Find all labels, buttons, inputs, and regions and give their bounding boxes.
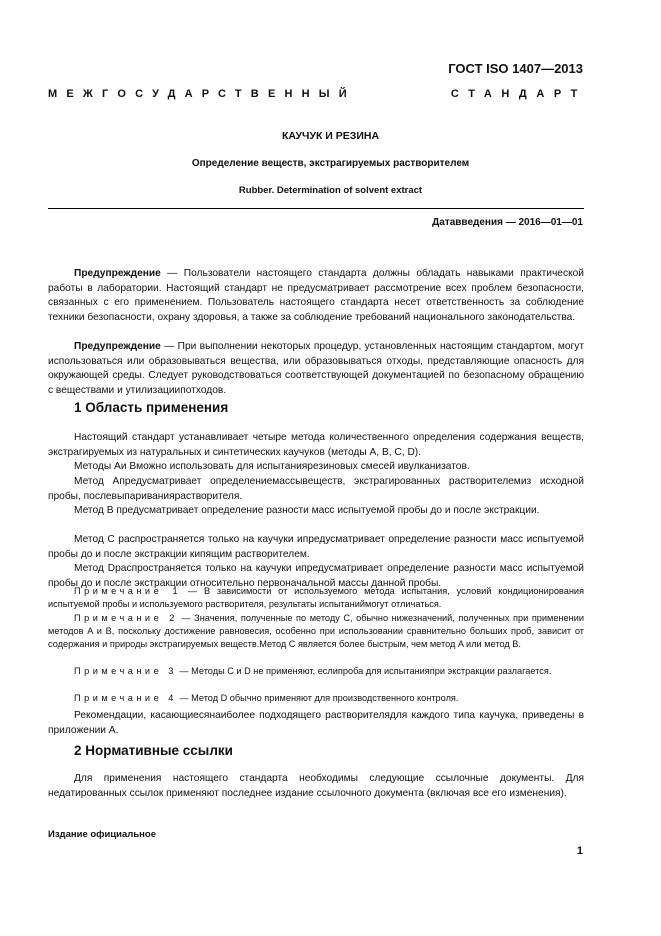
scope-paragraph: Метод Aпредусматривает определениемассывеществ, экстрагированных растворителемиз исходной пробы, послевыпариваниярастворителя. xyxy=(48,476,584,502)
section-1-heading: 1 Область применения xyxy=(74,400,229,415)
document-number: ГОСТ ISO 1407—2013 xyxy=(448,61,583,76)
warning-text: — При выполнении некоторых процедур, установленных настоящим стандартом, могут использоваться или образовываться вещества, или образовываться отходы, представляющие опасность для окружающей среды. Следует руководствоваться соответствующей документацией по безопасному обращению с веществами и утилизациипотходов. xyxy=(48,341,584,396)
note-text: — Метод D обычно применяют для производственного контроля. xyxy=(176,693,459,703)
warning-paragraph-1 xyxy=(48,267,584,325)
scope-paragraph: Метод Dраспространяется только на каучуки ипредусматривает определение разности масс испытуемой пробы до и после экстракции относительно первоначальной массы данной пробы. xyxy=(48,563,584,589)
note-4 xyxy=(48,692,584,705)
note-label: Примечание 3 xyxy=(74,666,177,676)
note-text: — Методы C и D не применяют, еслипроба для испытанияпри экстракции разлагается. xyxy=(176,666,552,676)
note-text: — В зависимости от используемого метода испытания, условий кондиционирования испытуемой пробы и используемого растворителя, результаты испытаниймогут отличаться. xyxy=(48,586,585,610)
document-title: КАУЧУК И РЕЗИНА xyxy=(281,130,380,142)
note-text: — Значения, полученные по методу C, обычно нижезначений, полученных при применении методов A и B, поскольку достижение равновесия, особенно при использовании сравнительно больших проб, зависит от содержания и природы экстрагируемых веществ.Метод C является более быстрым, чем метод A или метод B. xyxy=(48,613,584,650)
note-label: Примечание 1 xyxy=(74,586,182,596)
warning-paragraph-2 xyxy=(48,340,584,398)
effective-date: Датавведения — 2016—01—01 xyxy=(432,217,583,228)
edition-label: Издание официальное xyxy=(48,829,156,840)
scope-paragraph: Метод B предусматривает определение разности масс испытуемой пробы до и после экстракции. xyxy=(74,505,540,516)
warning-label: Предупреждение xyxy=(74,268,161,279)
subtitle-russian: Определение веществ, экстрагируемых растворителем xyxy=(191,158,470,169)
note-1 xyxy=(48,585,584,611)
banner-standard: СТАНДАРТ xyxy=(450,88,587,100)
scope-paragraph: Метод C распространяется только на каучуки ипредусматривает определение разности масс испытуемой пробы до и после экстракции кипящим растворителем. xyxy=(48,534,584,560)
note-label: Примечание 4 xyxy=(74,693,177,703)
note-2 xyxy=(48,612,584,652)
scope-closing-paragraph: Рекомендации, касающиесянаиболее подходящего растворителядля каждого типа каучука, приведены в приложении A. xyxy=(48,710,584,736)
warning-text: — Пользователи настоящего стандарта должны обладать навыками практической работы в лаборатории. Настоящий стандарт не предусматривает рассмотрение всех проблем безопасности, связанных с его применением. Пользователь настоящего стандарта несет ответственность за соблюдение техники безопасности, охрану здоровья, а также за соблюдение требований национального законодательства. xyxy=(48,268,584,323)
scope-paragraph: Настоящий стандарт устанавливает четыре метода количественного определения содержания веществ, экстрагируемых из натуральных и синтетических каучуков (методы A, B, C, D). xyxy=(48,432,584,458)
note-3 xyxy=(48,665,584,678)
banner-interstate: МЕЖГОСУДАРСТВЕННЫЙ xyxy=(48,88,356,100)
subtitle-english: Rubber. Determination of solvent extract xyxy=(238,185,423,196)
warning-label: Предупреждение xyxy=(74,341,161,352)
page-number: 1 xyxy=(576,845,583,857)
scope-paragraph: Методы Aи Bможно использовать для испытаниярезиновых смесей ивулканизатов. xyxy=(74,461,470,472)
note-label: Примечание 2 xyxy=(74,613,178,623)
title-divider xyxy=(48,208,584,209)
section-2-heading: 2 Нормативные ссылки xyxy=(74,743,233,758)
references-paragraph: Для применения настоящего стандарта необходимы следующие ссылочные документы. Для недатированных ссылок применяют последнее издание ссылочного документа (включая все его изменения). xyxy=(48,773,584,799)
